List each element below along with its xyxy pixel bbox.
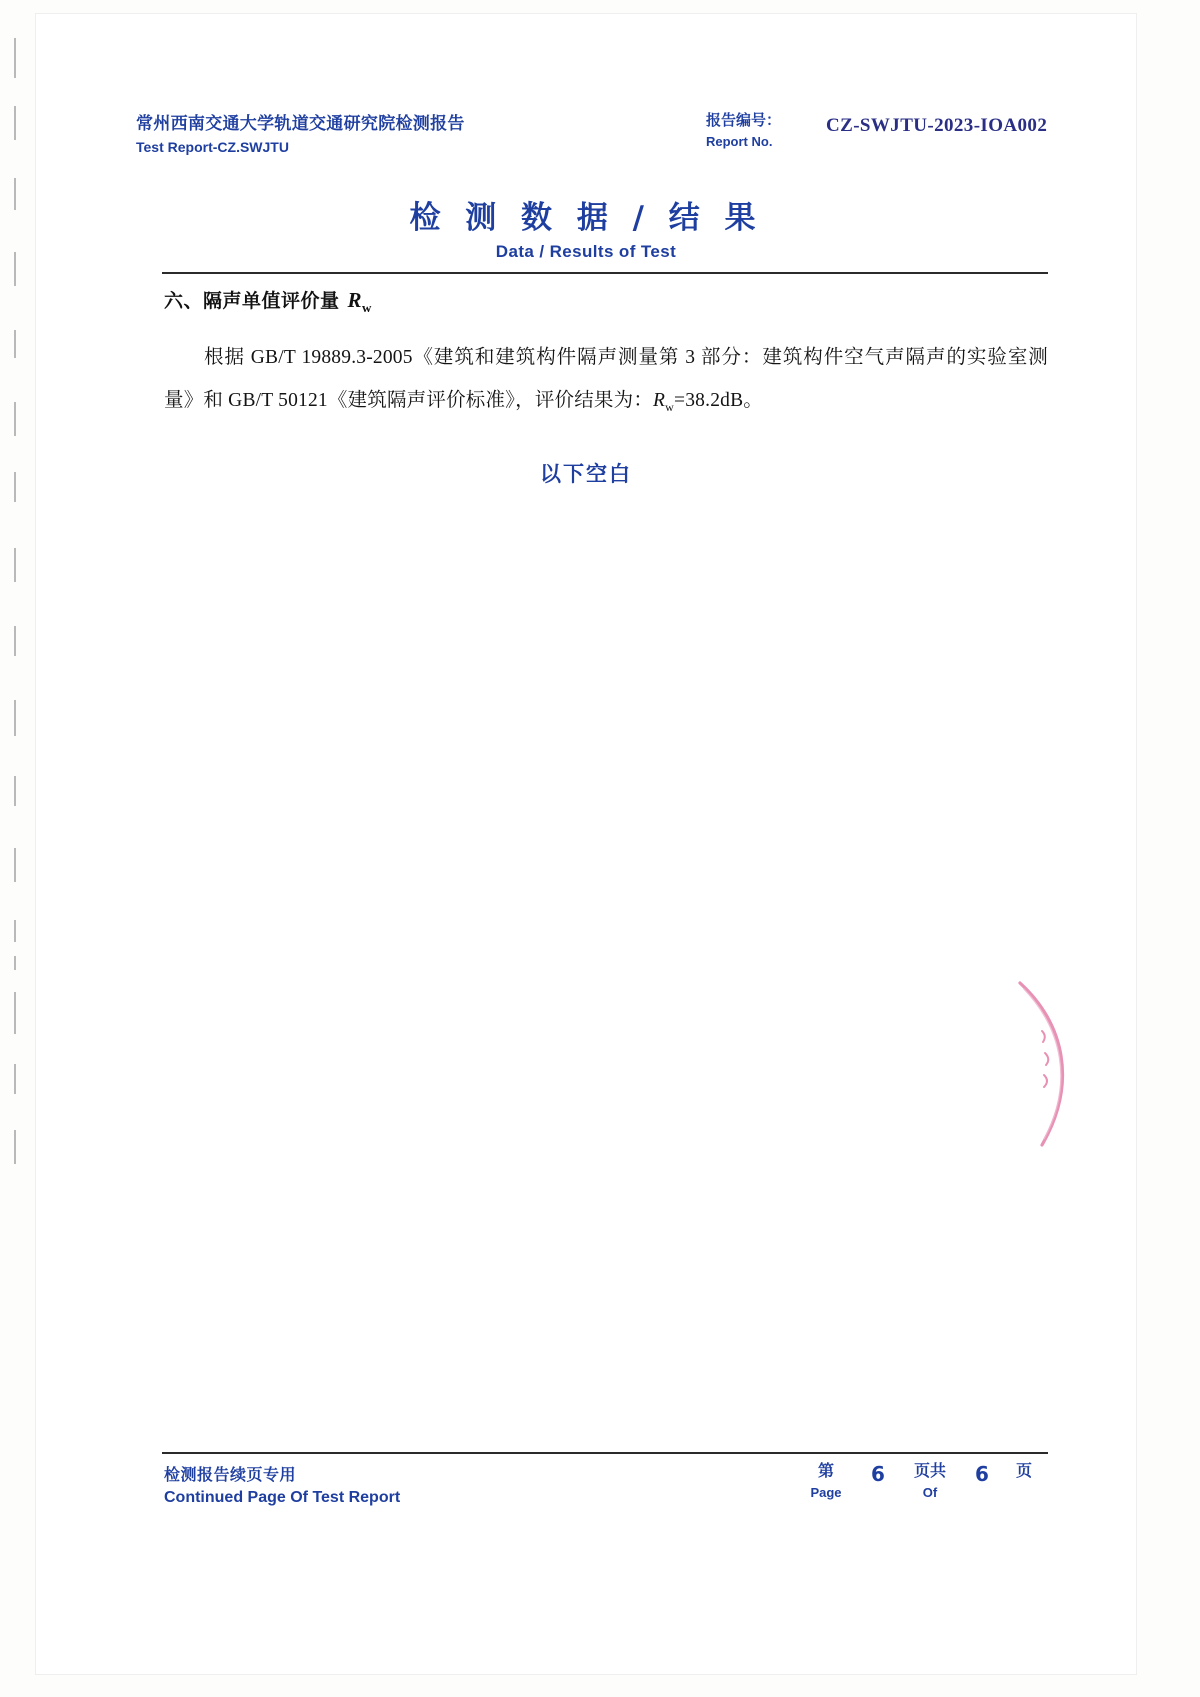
total-pages-value: 6 (975, 1462, 989, 1486)
blank-below-note: 以下空白 (540, 462, 632, 486)
result-symbol-r: R (653, 390, 666, 411)
page-title-cn: 检 测 数 据 / 结 果 (409, 200, 763, 236)
report-sheet (36, 14, 1136, 1674)
total-pages-number (962, 1462, 1002, 1486)
paragraph-text: 根据 GB/T 19889.3-2005《建筑和建筑构件隔声测量第 3 部分：建筑构件空气声隔声的实验室测量》和 GB/T 50121《建筑隔声评价标准》，评价结果为： (164, 347, 1048, 411)
page-unit-cn: 页 (1015, 1461, 1032, 1480)
report-no-value: CZ-SWJTU-2023-IOA002 (826, 115, 1048, 136)
header-report-no-block (706, 109, 1066, 149)
current-page-number (858, 1462, 898, 1486)
of-label-en: Of (922, 1485, 938, 1500)
of-label (900, 1458, 960, 1500)
footer-divider (162, 1452, 1048, 1454)
page-label (796, 1458, 856, 1500)
page-title-en: Data / Results of Test (495, 242, 677, 261)
page-unit (1004, 1458, 1044, 1481)
report-no-label-cn: 报告编号： (706, 111, 782, 129)
of-label-cn: 页共 (913, 1461, 946, 1480)
page-number-value: 6 (871, 1462, 885, 1486)
footer-label-cn: 检测报告续页专用 (164, 1465, 297, 1484)
org-name-en: Test Report-CZ.SWJTU (136, 139, 289, 155)
section-heading-text: 六、隔声单值评价量 (164, 290, 340, 312)
header-divider (162, 272, 1048, 274)
scan-binding-marks (8, 20, 26, 1200)
footer-label-en: Continued Page Of Test Report (164, 1489, 401, 1506)
result-value: =38.2dB。 (674, 390, 763, 411)
symbol-r-subscript: w (362, 300, 372, 316)
header-org-block (136, 109, 656, 155)
section-heading (164, 286, 372, 316)
org-name-cn: 常州西南交通大学轨道交通研究院检测报告 (136, 114, 465, 134)
report-no-label-en: Report No. (706, 134, 773, 149)
symbol-r: R (347, 288, 363, 312)
page-label-en: Page (810, 1485, 842, 1500)
result-symbol-subscript: w (665, 399, 675, 414)
footer-pagination (796, 1458, 1056, 1518)
page-label-cn: 第 (817, 1461, 834, 1480)
seal-stamp-mark (1012, 979, 1102, 1149)
body-paragraph (164, 336, 1048, 429)
section-heading-symbol (347, 288, 372, 316)
